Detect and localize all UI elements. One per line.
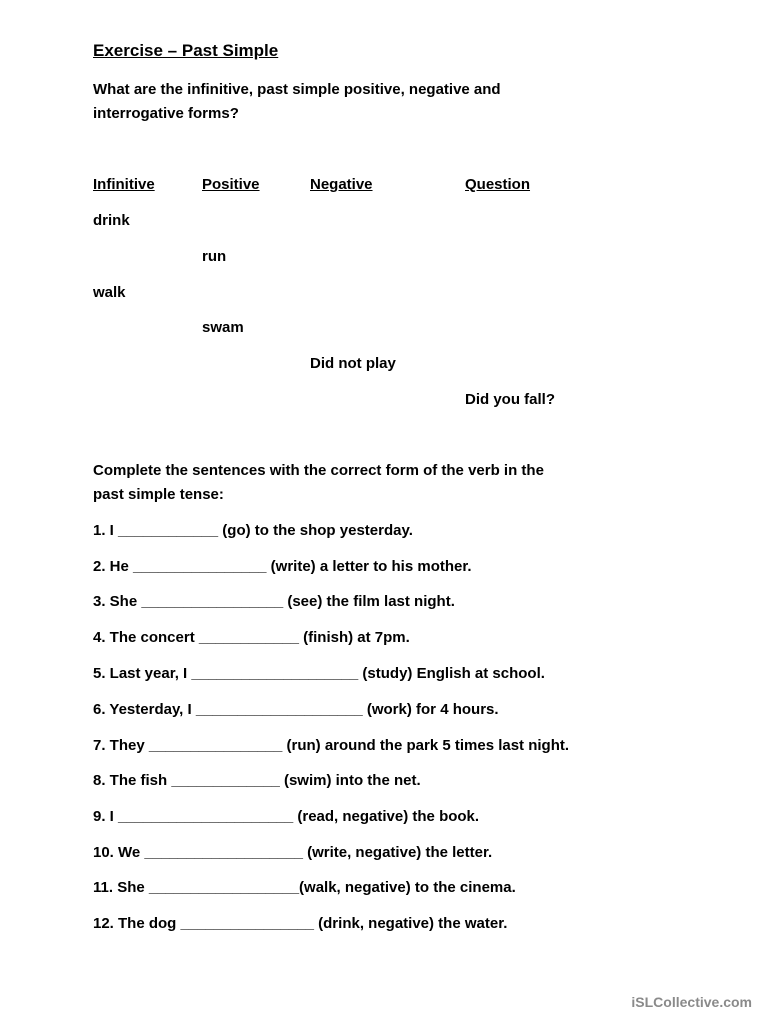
table-entry-drink: drink [93, 212, 130, 229]
question-1-line-2: interrogative forms? [93, 105, 239, 122]
sentence-4: 4. The concert ____________ (finish) at 7pm. [93, 629, 410, 646]
sentence-11: 11. She __________________(walk, negative) to the cinema. [93, 879, 516, 896]
sentence-8: 8. The fish _____________ (swim) into the net. [93, 772, 421, 789]
question-2-line-1: Complete the sentences with the correct form of the verb in the [93, 462, 544, 479]
table-entry-walk: walk [93, 284, 126, 301]
sentence-10: 10. We ___________________ (write, negative) the letter. [93, 844, 493, 861]
sentence-7: 7. They ________________ (run) around the park 5 times last night. [93, 737, 570, 754]
site-watermark: iSLCollective.com [631, 994, 752, 1010]
table-entry-did-not-play: Did not play [310, 355, 396, 372]
sentence-5: 5. Last year, I ____________________ (study) English at school. [93, 665, 545, 682]
table-entry-run: run [202, 248, 227, 265]
sentence-3: 3. She _________________ (see) the film last night. [93, 593, 455, 610]
header-question: Question [465, 176, 531, 193]
worksheet-title: Exercise – Past Simple [93, 41, 279, 60]
sentence-12: 12. The dog ________________ (drink, negative) the water. [93, 915, 508, 932]
sentence-9: 9. I _____________________ (read, negative) the book. [93, 808, 480, 825]
sentence-1: 1. I ____________ (go) to the shop yesterday. [93, 522, 413, 539]
header-positive: Positive [202, 176, 260, 193]
question-1-line-1: What are the infinitive, past simple positive, negative and [93, 81, 501, 98]
sentence-6: 6. Yesterday, I ____________________ (work) for 4 hours. [93, 701, 499, 718]
table-entry-did-you-fall: Did you fall? [465, 391, 555, 408]
header-infinitive: Infinitive [93, 176, 155, 193]
header-negative: Negative [310, 176, 373, 193]
question-2-line-2: past simple tense: [93, 486, 224, 503]
sentence-2: 2. He ________________ (write) a letter to his mother. [93, 558, 472, 575]
table-entry-swam: swam [202, 319, 244, 336]
